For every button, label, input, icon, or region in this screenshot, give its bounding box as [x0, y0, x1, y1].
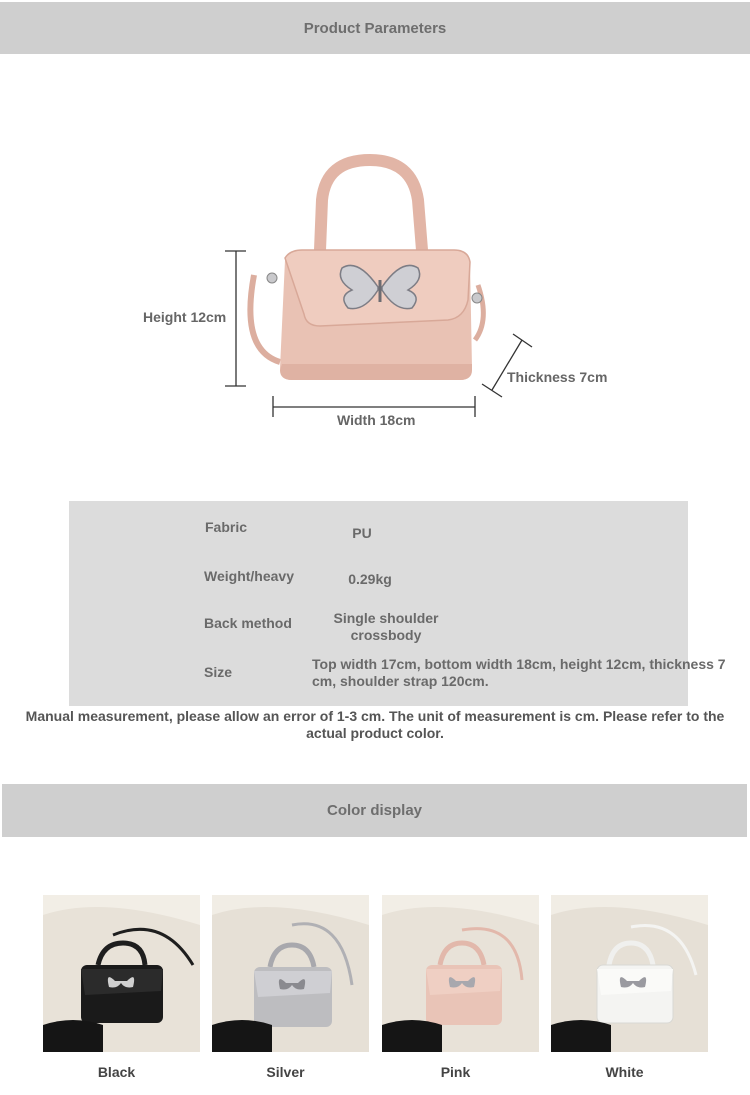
- silver-bag-photo: [212, 895, 369, 1052]
- spec-value-weight: 0.29kg: [348, 571, 392, 587]
- color-label-white: White: [605, 1064, 644, 1080]
- measurement-note-line1: Manual measurement, please allow an error of 1-3 cm. The unit of measurement is cm. Please refer to the: [25, 708, 725, 724]
- spec-label-fabric: Fabric: [205, 519, 248, 535]
- spec-value-fabric: PU: [352, 525, 372, 541]
- spec-label-weight: Weight/heavy: [204, 568, 294, 584]
- color-swatch-silver[interactable]: [212, 895, 369, 1052]
- spec-value-size: [312, 656, 748, 690]
- measurement-note-line2: actual product color.: [306, 725, 444, 741]
- width-label: Width 18cm: [337, 412, 416, 428]
- handbag-image: [240, 150, 500, 420]
- color-label-black: Black: [97, 1064, 136, 1080]
- spec-value-back-method: [316, 610, 456, 644]
- height-label: Height 12cm: [143, 309, 227, 325]
- pink-bag-photo: [382, 895, 539, 1052]
- spec-value-back-method-line1: Single shoulder: [333, 610, 439, 626]
- thickness-label: Thickness 7cm: [507, 369, 608, 385]
- white-bag-photo: [551, 895, 708, 1052]
- spec-label-size: Size: [204, 664, 233, 680]
- measurement-note: [10, 708, 740, 742]
- color-swatch-black[interactable]: [43, 895, 200, 1052]
- spec-value-size-line1: Top width 17cm, bottom width 18cm, height 12cm, thickness 7: [312, 656, 726, 672]
- color-display-header: [2, 784, 747, 837]
- spec-value-size-line2: cm, shoulder strap 120cm.: [312, 673, 489, 689]
- color-display-title: Color display: [326, 802, 423, 819]
- color-label-pink: Pink: [440, 1064, 471, 1080]
- product-parameters-title: Product Parameters: [303, 19, 447, 37]
- spec-label-back-method: Back method: [204, 615, 292, 631]
- color-label-silver: Silver: [266, 1064, 305, 1080]
- black-bag-photo: [43, 895, 200, 1052]
- color-swatch-white[interactable]: [551, 895, 708, 1052]
- spec-value-back-method-line2: crossbody: [350, 627, 422, 643]
- color-swatch-pink[interactable]: [382, 895, 539, 1052]
